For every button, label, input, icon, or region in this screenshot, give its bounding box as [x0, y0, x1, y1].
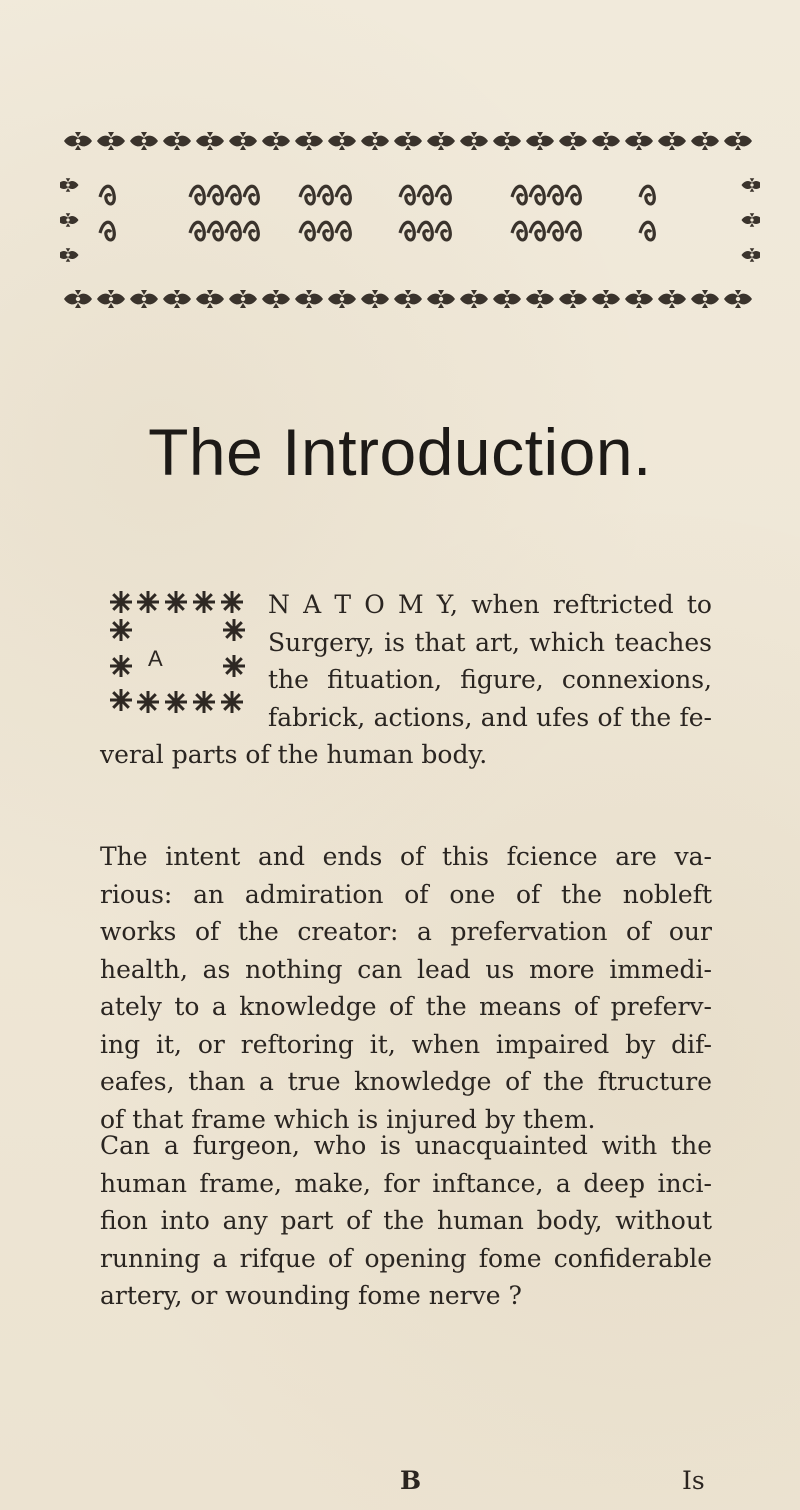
dropcap-letter: A — [148, 646, 163, 671]
page-title: The Introduction. — [148, 415, 652, 489]
signature-mark: B — [400, 1466, 422, 1495]
text-line: health, as nothing can lead us more immedi- — [100, 954, 712, 984]
text-line: rious: an admiration of one of the nobleft — [100, 879, 712, 909]
text-line: N A T O M Y, when reftricted to — [268, 590, 712, 619]
text-line: of that frame which is injured by them. — [100, 1104, 596, 1134]
text-line: fion into any part of the human body, without — [100, 1206, 712, 1235]
text-line: fabrick, actions, and ufes of the fe- — [268, 702, 712, 732]
text-line: artery, or wounding fome nerve ? — [100, 1281, 522, 1310]
text-line: The intent and ends of this fcience are va- — [100, 842, 712, 871]
text-line: veral parts of the human body. — [100, 740, 488, 769]
text-line: eafes, than a true knowledge of the ftructure — [100, 1067, 712, 1096]
paragraph-1 — [100, 586, 712, 774]
paragraph-3 — [100, 1127, 712, 1315]
paragraph-2 — [100, 838, 712, 1138]
text-line: running a rifque of opening fome confiderable — [100, 1243, 712, 1273]
text-line: ing it, or reftoring it, when impaired by dif- — [100, 1029, 712, 1059]
text-line: Surgery, is that art, which teaches — [268, 627, 712, 657]
text-line: works of the creator: a prefervation of our — [100, 917, 712, 946]
ornamental-headpiece — [60, 125, 760, 310]
text-line: Can a furgeon, who is unacquainted with the — [100, 1131, 712, 1160]
catchword: Is — [682, 1466, 705, 1495]
headpiece-ornament-icon — [60, 125, 760, 310]
text-line: human frame, make, for inftance, a deep inci- — [100, 1168, 712, 1198]
text-line: ately to a knowledge of the means of preferv- — [100, 992, 712, 1021]
text-line: the fituation, figure, connexions, — [268, 665, 712, 694]
